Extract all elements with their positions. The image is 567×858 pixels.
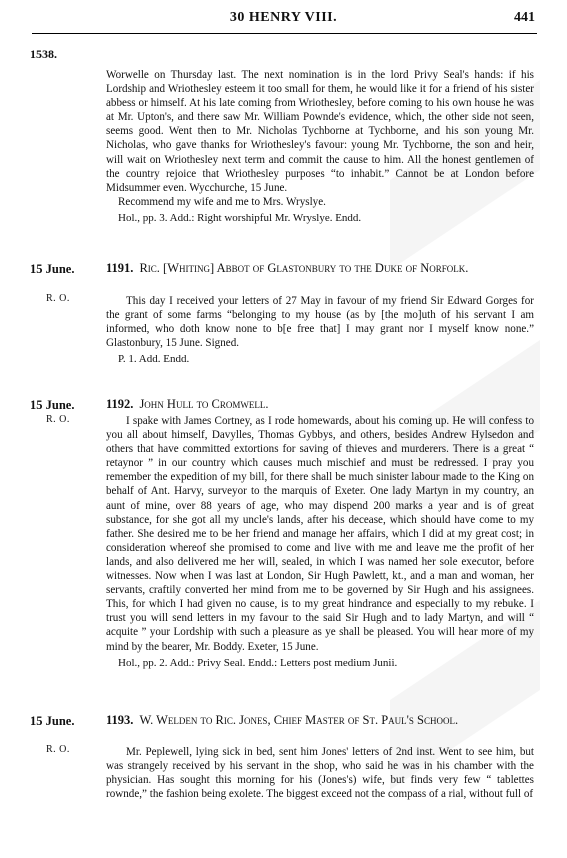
entry-title: Ric. [Whiting] Abbot of Glastonbury to the Duke of Norfolk.	[139, 261, 469, 275]
entry-source: R. O.	[46, 293, 70, 304]
entry-heading	[106, 712, 534, 728]
entry-body	[106, 745, 534, 801]
entry-number: 1192.	[106, 397, 134, 411]
entry-number: 1193.	[106, 713, 134, 727]
running-title: 30 HENRY VIII.	[229, 10, 338, 25]
entry-source: R. O.	[46, 414, 70, 425]
entry-date: 15 June.	[30, 398, 75, 412]
endorsement: Hol., pp. 2. Add.: Privy Seal. Endd.: Letters post medium Junii.	[118, 656, 398, 669]
entry-text: Mr. Peplewell, lying sick in bed, sent him Jones' letters of 2nd inst. Went to see him, but was strangely received by his servant in the shop, who said he was in his chamber with the physician. Has sought this morning for his (Jones's) wife, but finds very few “ tablettes rownde,” the fashion being exolete. The biggest exceed not the compass of a rial, without full of	[106, 746, 534, 801]
entry-body	[106, 294, 534, 366]
header-rule	[32, 33, 537, 34]
page-header	[0, 10, 567, 32]
endorsement: P. 1. Add. Endd.	[118, 353, 190, 366]
entry-body	[106, 414, 534, 670]
entry-title: John Hull to Cromwell.	[139, 397, 269, 411]
endorsement: Hol., pp. 3. Add.: Right worshipful Mr. Wryslye. Endd.	[118, 211, 362, 224]
continuation-block	[106, 68, 534, 225]
recommend-line: Recommend my wife and me to Mrs. Wryslye.	[118, 195, 326, 208]
entry-title: W. Welden to Ric. Jones, Chief Master of St. Paul's School.	[139, 713, 459, 727]
entry-source: R. O.	[46, 744, 70, 755]
entry-heading	[106, 260, 534, 276]
entry-number: 1191.	[106, 261, 134, 275]
year-note: 1538.	[30, 47, 57, 61]
page-number: 441	[514, 10, 535, 25]
entry-text: This day I received your letters of 27 May in favour of my friend Sir Edward Gorges for the grant of some farms “belonging to my house (as by [the mo]uth of his servant I am informed, who doth know none to b[e free that] I may grant nor I myself know none.” Glastonbury, 15 June. Signed.	[106, 295, 534, 350]
entry-date: 15 June.	[30, 262, 75, 276]
entry-text: I spake with James Cortney, as I rode homewards, about his coming up. He will confess to you all about himself, Davylles, Thomas Gybbys, and others, besides Andrew Hylsedon and others that have committed extortions for saving of thieves and murderers. There is a great “ retaynor ” in our country which causes much mischief and must be redressed. I pray you remember the expedition of my bill, for there shall be much sinister labour made to the King on behalf of Ant. Harvy, surveyor to the marquis of Exeter. One lady Martyn in my country, an aunt of mine, over 88 years of age, who may dispend 200 marks a year and is of great substance, for she got all my uncle's lands, after his decease, which should have come to my father. She desired me to be her friend and manage her affairs, which I did at my great cost; in consideration whereof she promised to come and live with me and leave me the profit of her lands, and also delivered me her will, sealed, in which I was named her sole executor, before witnesses. Now when I was last at London, Sir Hugh Pawlett, kt., and a man and woman, her servants, craftily converted her mind from me to be governed by Sir Hugh and his assignees. This, for which I had given no cause, is to my great hindrance and especially to my rebuke. I trust you will send letters in my favour to the said Sir Hugh and to lady Martyn, and will “ acquite ” your Lordship with such a pleasure as ye shall be pleased. You will hear more of my mind by the bearer, Mr. Boddy. Exeter, 15 June.	[106, 415, 534, 653]
entry-heading	[106, 396, 534, 412]
continuation-paragraph: Worwelle on Thursday last. The next nomination is in the lord Privy Seal's hands: if his Lordship and Wriothesley esteem it too small for them, he would like it for a friend of his sister abbess or himself. At his late coming from Wriothesley, before coming to his own house he was at Mr. Upton's, and there saw Mr. William Pownde's evidence, which, the other side not seen, seems good. Went then to Mr. Nicholas Tychborne at Tychborne, and his son young Mr. Nicholas, who gave thanks for Wriothesley's favour: young Mr. Tychborne, the son and heir, will wait on Wriothesley next term and commit the cause to him. All the honest gentlemen of the country rejoice that Wriothesley purposes “to inhabit.” Cannot be at London before Midsummer even. Wycchurche, 15 June.	[106, 69, 534, 194]
entry-date: 15 June.	[30, 714, 75, 728]
